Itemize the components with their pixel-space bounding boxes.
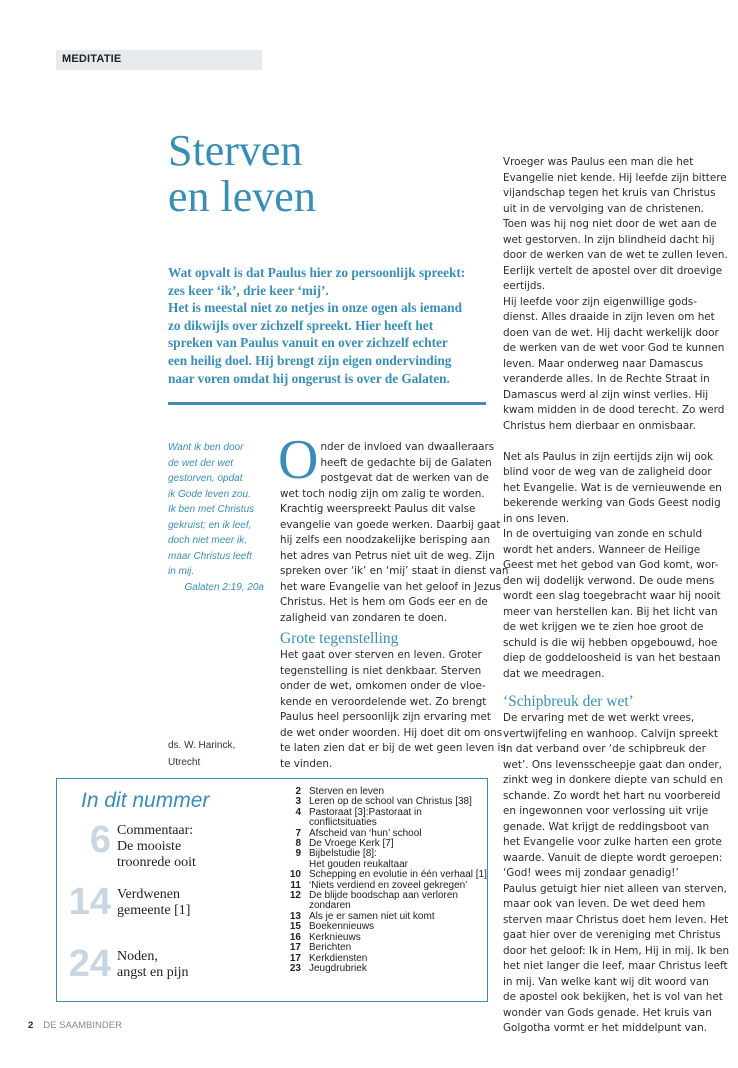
body-line: Christus hem dierbaar en onmisbaar. xyxy=(503,419,696,432)
toc-item-line: conflictsituaties xyxy=(309,817,377,829)
body-line: wordt het anders. Wanneer de Heilige xyxy=(503,543,701,556)
body-column-right xyxy=(503,155,730,1037)
body-line: het Evangelie. Wat is de vernieuwende en xyxy=(503,481,722,494)
toc-item-line: Pastoraat [3]:Pastoraat in xyxy=(309,806,422,818)
body-line: sterven maar Christus doet hem leven. Het xyxy=(503,913,729,926)
featured-title-line: Noden, xyxy=(117,949,158,964)
toc-item-title xyxy=(309,891,458,912)
intro-line: Het is meestal niet zo netjes in onze ogen als iemand xyxy=(168,300,462,316)
body-line: spreken over ‘ik’ en ‘mij’ staat in dienst van xyxy=(280,565,509,577)
body-line: leven. Maar onderweg naar Damascus xyxy=(503,357,704,370)
toc-item-line: Schepping en evolutie in één verhaal [1] xyxy=(309,869,487,881)
body-line: te laten zien dat er bij de wet geen leven is xyxy=(280,742,506,754)
toc-title: In dit nummer xyxy=(81,789,210,812)
featured-title xyxy=(117,949,189,981)
body-line: diep de goddeloosheid is van het bestaan xyxy=(503,652,721,664)
body-line: kende en veroordelende wet. Zo brengt xyxy=(280,695,487,708)
body-line: Krachtig weerspreekt Paulus dit valse xyxy=(280,503,476,515)
body-line: wet toch nodig zijn om zalig te worden. xyxy=(280,487,485,500)
toc-page-number: 9 xyxy=(295,848,301,860)
featured-title xyxy=(117,887,190,919)
quote-line: maar Christus leeft xyxy=(168,550,252,562)
body-line: Golgotha vormt er het middelpunt van. xyxy=(503,1022,708,1034)
body-line: de apostel ook bekijken, het is vol van het xyxy=(503,991,723,1003)
toc-item-line: Berichten xyxy=(309,942,352,954)
quote-line: doch niet meer ik, xyxy=(168,535,247,546)
page-number: 2 xyxy=(28,1020,34,1031)
body-line: Het gaat over sterven en leven. Groter xyxy=(280,649,482,661)
featured-title-line: gemeente [1] xyxy=(117,903,191,918)
body-line: Paulus heel persoonlijk zijn ervaring met xyxy=(280,711,491,723)
quote-line: Ik ben met Christus xyxy=(168,504,255,515)
body-line: wonder van Gods genade. Het kruis van xyxy=(503,1006,712,1019)
body-line: vertwijfeling en wanhoop. Calvijn spreekt xyxy=(503,727,718,740)
body-line: vijandschap tegen het kruis van Christus xyxy=(503,187,716,199)
body-line: Paulus getuigt hier niet alleen van sterven, xyxy=(503,882,727,895)
body-line: de wet krijgen we te zien hoe groot de xyxy=(503,621,704,633)
body-line: uit in de vervolging van de christenen. xyxy=(503,202,704,215)
body-line: in mij. Van welke kant wij dit woord van xyxy=(503,975,709,988)
body-line: Christus. Het is hem om Gods eer en de xyxy=(280,596,488,608)
toc-item-line: Het gouden reukaltaar xyxy=(309,858,408,870)
title-line: en leven xyxy=(168,172,316,221)
toc-item-line: Bijbelstudie [8]: xyxy=(309,848,377,860)
toc-item-line: ‘Niets verdiend en zoveel gekregen’ xyxy=(309,879,468,891)
author-place: Utrecht xyxy=(168,756,201,768)
toc-page-number: 12 xyxy=(289,890,301,902)
toc-item[interactable] xyxy=(283,808,483,829)
body-line: den wij dodelijk verwond. De oude mens xyxy=(503,574,715,587)
toc-page-number: 11 xyxy=(290,879,301,891)
body-line: eertijds. xyxy=(503,280,546,292)
body-line: schuld is die wij hebben opgebouwd, hoe xyxy=(503,636,718,649)
toc-item[interactable] xyxy=(283,849,483,870)
toc-item-line: zondaren xyxy=(309,900,351,912)
toc-page-number: 4 xyxy=(295,806,301,818)
body-column-middle xyxy=(278,429,509,772)
body-line: evangelie van goede werken. Daarbij gaat xyxy=(280,518,501,531)
toc-item-title xyxy=(309,849,408,870)
toc-list xyxy=(283,786,487,974)
scripture-quote xyxy=(168,440,268,595)
toc-item-title xyxy=(309,808,422,829)
body-line: schande. Zo wordt het hart nu voorbereid xyxy=(503,789,721,802)
featured-title-line: Commentaar: xyxy=(117,823,194,838)
body-line: Toen was hij nog niet door de wet aan de xyxy=(503,218,717,230)
body-line: in dat verband over ‘de schipbreuk der xyxy=(503,743,706,755)
body-line: postgevat dat de werken van de xyxy=(320,472,489,484)
featured-title xyxy=(117,823,196,871)
body-line: te vinden. xyxy=(280,757,333,770)
toc-page-number: 15 xyxy=(289,921,301,933)
body-line: het niet langer die leef, maar Christus leeft xyxy=(503,960,728,972)
body-line: maar ook van leven. De wet deed hem xyxy=(503,898,706,910)
featured-page-number: 14 xyxy=(68,881,111,923)
body-line: ‘God! wees mij zondaar genadig!’ xyxy=(503,867,679,879)
toc-page-number: 2 xyxy=(295,786,301,797)
body-line: Damascus werd al zijn winst verlies. Hij xyxy=(503,388,709,401)
quote-line: de wet der wet xyxy=(168,457,234,469)
quote-line: gekruist; en ik leef, xyxy=(168,519,252,531)
magazine-name: DE SAAMBINDER xyxy=(43,1020,122,1031)
toc-item-line: Leren op de school van Christus [38] xyxy=(309,796,472,808)
toc-page-number: 7 xyxy=(295,827,301,839)
toc-page-number: 3 xyxy=(295,796,301,808)
subheading: Grote tegenstelling xyxy=(280,630,399,647)
intro-paragraph xyxy=(168,264,488,387)
body-line: wet gestorven. In zijn blindheid dacht hij xyxy=(503,233,715,246)
body-line: de werken van de wet voor God te kunnen xyxy=(503,342,725,354)
toc-item[interactable] xyxy=(283,964,483,974)
toc-page-number: 8 xyxy=(295,838,301,850)
divider xyxy=(168,402,486,405)
dropcap: O xyxy=(278,429,319,491)
toc-item-line: Als je er samen niet uit komt xyxy=(309,910,435,922)
intro-line: zo dikwijls over zichzelf spreekt. Hier heeft het xyxy=(168,317,434,333)
body-line: door het geloof: Ik in Hem, Hij in mij. Ik ben xyxy=(503,944,730,957)
body-line: Evangelie niet kende. Hij leefde zijn bittere xyxy=(503,171,727,184)
toc-page-number: 16 xyxy=(289,931,301,943)
featured-title-line: angst en pijn xyxy=(117,965,189,980)
body-line: kwam midden in de dood terecht. Zo werd xyxy=(503,404,725,416)
toc-item-line: Kerknieuws xyxy=(309,931,361,943)
section-label: MEDITATIE xyxy=(62,53,122,65)
toc-item-line: Afscheid van ‘hun’ school xyxy=(309,827,422,839)
body-line: De ervaring met de wet werkt vrees, xyxy=(503,712,695,724)
intro-line: naar voren omdat hij ongerust is over de Galaten. xyxy=(168,370,450,386)
body-line: In de overtuiging van zonde en schuld xyxy=(503,528,703,540)
body-line: doen van de wet. Hij dacht werkelijk door xyxy=(503,326,719,339)
body-line: gaat hier over de vereniging met Christus xyxy=(503,929,721,941)
page-footer xyxy=(28,1020,122,1031)
scripture-reference: Galaten 2:19, 20a xyxy=(184,581,264,593)
featured-title-line: De mooiste xyxy=(117,839,182,854)
toc-page-number: 23 xyxy=(289,962,301,974)
toc-item-line: Jeugdrubriek xyxy=(309,962,367,974)
author-name: ds. W. Harinck, xyxy=(168,740,236,751)
body-line: en ingewonnen voor verlossing uit vrije xyxy=(503,805,709,817)
intro-line: een heilig doel. Hij brengt zijn eigen ondervinding xyxy=(168,352,452,368)
toc-item-line: Sterven en leven xyxy=(309,786,385,797)
toc-item-line: De blijde boodschap aan verloren xyxy=(309,890,458,902)
body-line: de wet onder woorden. Hij doet dit om ons xyxy=(280,726,503,739)
featured-page-number: 24 xyxy=(68,943,111,985)
toc-item[interactable] xyxy=(283,891,483,912)
title-line: Sterven xyxy=(168,126,303,175)
intro-line: spreken van Paulus vanuit en over zichzelf echter xyxy=(168,335,448,351)
toc-page-number: 10 xyxy=(289,869,301,881)
quote-line: Want ik ben door xyxy=(168,442,244,453)
body-line: dienst. Alles draaide in zijn leven om het xyxy=(503,311,715,323)
toc-page-number: 13 xyxy=(289,910,301,922)
toc-item-line: Kerkdiensten xyxy=(309,952,368,964)
body-line: waarde. Vanuit de diepte wordt geroepen: xyxy=(503,851,723,864)
section-tag xyxy=(56,50,262,70)
body-line: Geest met het gebod van God komt, wor- xyxy=(503,559,719,571)
body-line: hij zelfs een noodzakelijke berisping aan xyxy=(280,534,491,546)
subheading: ‘Schipbreuk der wet’ xyxy=(503,693,634,710)
quote-line: gestorven, opdat xyxy=(168,473,243,484)
body-line: bekerende werking van Gods Geest nodig xyxy=(503,497,721,509)
intro-line: zes keer ‘ik’, drie keer ‘mij’. xyxy=(168,282,329,298)
body-line: tegenstelling is niet denkbaar. Sterven xyxy=(280,664,482,677)
body-line: wordt een slag toegebracht waar hij nooit xyxy=(503,590,721,602)
body-line: Vroeger was Paulus een man die het xyxy=(503,156,694,168)
body-line: onder de wet, omkomen onder de vloe- xyxy=(280,680,486,692)
quote-line: ik Gode leven zou. xyxy=(168,488,251,500)
body-line: zaligheid van zondaren te doen. xyxy=(280,611,448,624)
body-line: Net als Paulus in zijn eertijds zijn wij ook xyxy=(503,450,713,463)
toc-item[interactable] xyxy=(283,943,483,953)
toc-item-title xyxy=(309,943,351,953)
quote-line: in mij. xyxy=(168,566,195,577)
body-line: heeft de gedachte bij de Galaten xyxy=(320,456,492,469)
intro-line: Wat opvalt is dat Paulus hier zo persoonlijk spreekt: xyxy=(168,265,466,280)
table-of-contents xyxy=(56,778,488,1002)
body-line: nder de invloed van dwaalleraars xyxy=(320,441,495,453)
body-line: genade. Wat krijgt de reddingsboot van xyxy=(503,820,710,833)
featured-article[interactable] xyxy=(57,881,277,937)
featured-title-line: Verdwenen xyxy=(117,887,180,902)
article-title xyxy=(168,128,488,220)
toc-page-number: 17 xyxy=(289,952,301,964)
body-line: wet’. Ons levensscheepje gaat dan onder, xyxy=(503,758,722,771)
toc-item-title xyxy=(309,964,367,974)
featured-article[interactable] xyxy=(57,819,277,873)
author-credit xyxy=(168,738,235,771)
body-line: zinkt weg in donkere diepte van schuld en xyxy=(503,774,723,786)
body-line: Eerlijk vertelt de apostel over dit droevige xyxy=(503,264,723,277)
body-line: in ons leven. xyxy=(503,512,570,525)
body-line: meer van herstellen kan. Bij het licht van xyxy=(503,605,718,618)
body-line: Hij leefde voor zijn eigenwillige gods- xyxy=(503,295,697,308)
body-line: het adres van Petrus niet uit de weg. Zijn xyxy=(280,549,495,562)
body-line: het ware Evangelie van het geloof in Jezus xyxy=(280,580,502,593)
body-line: door de werken van de wet te zullen leven. xyxy=(503,249,728,261)
body-line: veranderde alles. In de Rechte Straat in xyxy=(503,373,710,385)
toc-item-line: Boekennieuws xyxy=(309,921,375,933)
body-line: blind voor de weg van de zaligheid door xyxy=(503,466,712,478)
featured-article[interactable] xyxy=(57,943,277,999)
body-line: het Evangelie voor zulke harten een grote xyxy=(503,836,722,848)
featured-page-number: 6 xyxy=(89,819,111,861)
featured-title-line: troonrede ooit xyxy=(117,855,196,870)
toc-page-number: 17 xyxy=(289,942,301,954)
body-line: dat we meedragen. xyxy=(503,667,605,680)
toc-item-line: De Vroege Kerk [7] xyxy=(309,838,394,850)
